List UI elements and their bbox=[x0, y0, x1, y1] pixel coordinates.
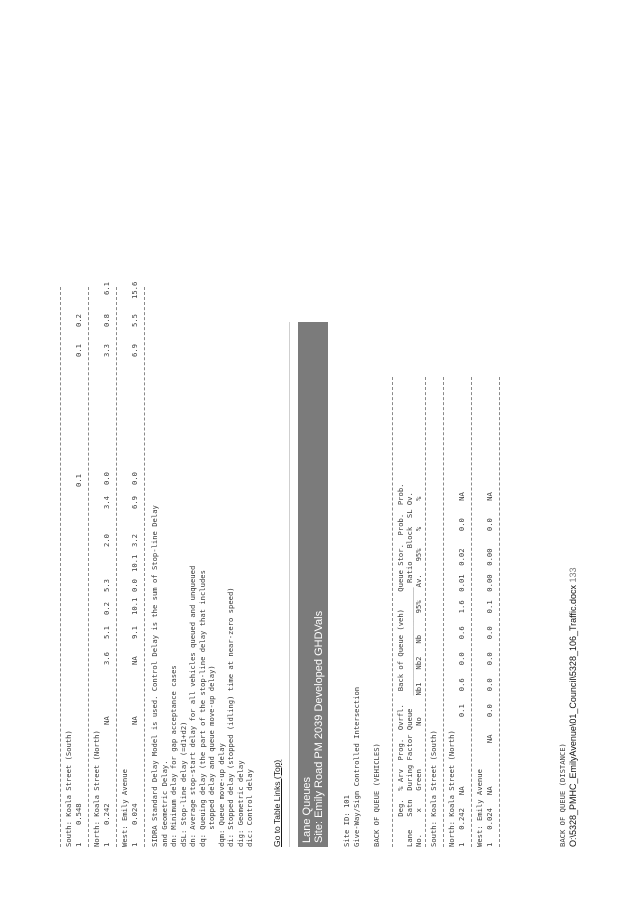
table-cell: 6.9 bbox=[130, 496, 139, 509]
back-of-queue-distance-title: BACK OF QUEUE (DISTANCE) bbox=[558, 743, 567, 847]
approach-header: North: Koala Street (North) bbox=[447, 730, 456, 847]
table-rule bbox=[499, 377, 500, 847]
table-rule bbox=[443, 377, 444, 847]
table-cell: 5.1 bbox=[102, 626, 111, 639]
approach-header: West: Emily Avenue bbox=[475, 769, 484, 847]
note-line: dn: Average stop-start delay for all vehicles queued and unqueued bbox=[188, 565, 197, 847]
table-cell: 6.1 bbox=[102, 282, 111, 295]
table-rule bbox=[425, 377, 426, 847]
table-cell: 3.4 bbox=[102, 496, 111, 509]
note-line: dn: Minimum delay for gap acceptance cases bbox=[169, 665, 178, 847]
page-number: 133 bbox=[568, 567, 578, 583]
table-cell: NA bbox=[130, 716, 139, 725]
note-line: di: Stopped delay (stopped (idling) time at near-zero speed) bbox=[226, 587, 235, 847]
table-row: 1 0.242 NA 0.1 0.6 0.0 0.6 1.6 0.01 0.02 0.0 NA bbox=[457, 492, 466, 847]
site-id: Site ID: 101 bbox=[342, 795, 351, 847]
table-row bbox=[130, 281, 139, 847]
approach-header: South: Koala Street (South) bbox=[64, 730, 73, 847]
go-to-table-links-link[interactable]: Go to Table Links (Top) bbox=[272, 759, 282, 847]
table-rule bbox=[116, 287, 117, 847]
note-line: dqm: Queue move-up delay bbox=[216, 743, 226, 847]
table-row bbox=[102, 282, 111, 847]
table-rule bbox=[88, 287, 89, 847]
banner-title: Lane Queues bbox=[301, 776, 313, 843]
lane-number: 1 bbox=[74, 842, 83, 847]
degree-of-saturation: 0.024 bbox=[130, 803, 139, 825]
table-cell: 0.0 bbox=[130, 472, 139, 485]
approach-header: North: Koala Street (North) bbox=[92, 730, 101, 847]
table-header-line: Deg. % Arv Prog. Ovrfl. Back of Queue (veh) Queue Stor. Prob. Prob. bbox=[396, 483, 405, 847]
table-cell: 0.2 bbox=[74, 314, 83, 327]
lane-number: 1 bbox=[130, 842, 139, 847]
degree-of-saturation: 0.548 bbox=[74, 803, 83, 825]
table-cell: 0.0 bbox=[102, 472, 111, 485]
table-cell: 0.1 bbox=[74, 344, 83, 357]
table-cell: 9.1 bbox=[130, 626, 139, 639]
approach-header: West: Emily Avenue bbox=[120, 769, 129, 847]
lane-number: 1 bbox=[102, 842, 111, 847]
table-cell: 5.5 bbox=[130, 314, 139, 327]
table-cell: NA bbox=[130, 656, 139, 665]
table-cell: 6.9 bbox=[130, 344, 139, 357]
note-line: SIDRA Standard Delay Model is used. Control Delay is the sum of Stop-line Delay bbox=[150, 505, 159, 847]
table-cell: 0.0 bbox=[130, 579, 139, 592]
note-line: dq: Queuing delay (the part of the stop-line delay that includes bbox=[197, 570, 207, 847]
table-rule bbox=[60, 287, 61, 847]
note-line: dic: Control delay bbox=[245, 769, 254, 847]
table-cell: 2.0 bbox=[102, 534, 111, 547]
table-cell: 0.2 bbox=[102, 602, 111, 615]
table-header-line: Lane Satn During Factor Queue _________________________ Ratio Block SL Ov. bbox=[405, 492, 414, 847]
table-cell: 10.1 bbox=[130, 554, 139, 572]
table-rule bbox=[471, 377, 472, 847]
note-line: dSL: Stop-line delay (=d1+d2) bbox=[178, 721, 188, 847]
divider bbox=[289, 322, 290, 847]
table-cell: NA bbox=[102, 716, 111, 725]
table-cell: 3.3 bbox=[102, 344, 111, 357]
note-line: stopped delay and queue move-up delay) bbox=[207, 665, 216, 847]
table-row bbox=[74, 287, 83, 847]
table-rule bbox=[392, 377, 393, 847]
table-row: 1 0.024 NA NA 0.0 0.0 0.0 0.0 0.1 0.00 0.00 0.0 NA bbox=[485, 492, 494, 847]
note-line: and Geometric Delay. bbox=[159, 760, 169, 847]
section-banner bbox=[298, 322, 328, 847]
table-cell: 15.6 bbox=[130, 281, 139, 299]
back-of-queue-title: BACK OF QUEUE (VEHICLES) bbox=[372, 743, 381, 847]
table-cell: 0.1 bbox=[74, 474, 83, 487]
banner-subtitle: Site: Emily Road PM 2039 Developed GHDVals bbox=[313, 610, 325, 843]
table-cell: 3.2 bbox=[130, 534, 139, 547]
degree-of-saturation: 0.242 bbox=[102, 803, 111, 825]
table-rule bbox=[144, 287, 145, 847]
footer-file-path bbox=[568, 567, 578, 847]
table-header-line: No. x Green No Nb1 Nb2 Nb 95% Av. 95% % % bbox=[414, 496, 423, 847]
note-line: dig: Geometric delay bbox=[235, 760, 245, 847]
table-cell: 0.8 bbox=[102, 314, 111, 327]
sidra-delay-notes bbox=[150, 327, 255, 847]
table-cell: 5.3 bbox=[102, 579, 111, 592]
table-cell: 3.6 bbox=[102, 652, 111, 665]
site-type: Give-Way/Sign Controlled Intersection bbox=[352, 686, 361, 847]
approach-header: South: Koala Street (South) bbox=[429, 730, 438, 847]
table-cell: 10.1 bbox=[130, 597, 139, 615]
file-path: O:\5328_PMHC_EmilyAvenue\01_Council\5328_106_Traffic.docx bbox=[568, 585, 578, 847]
